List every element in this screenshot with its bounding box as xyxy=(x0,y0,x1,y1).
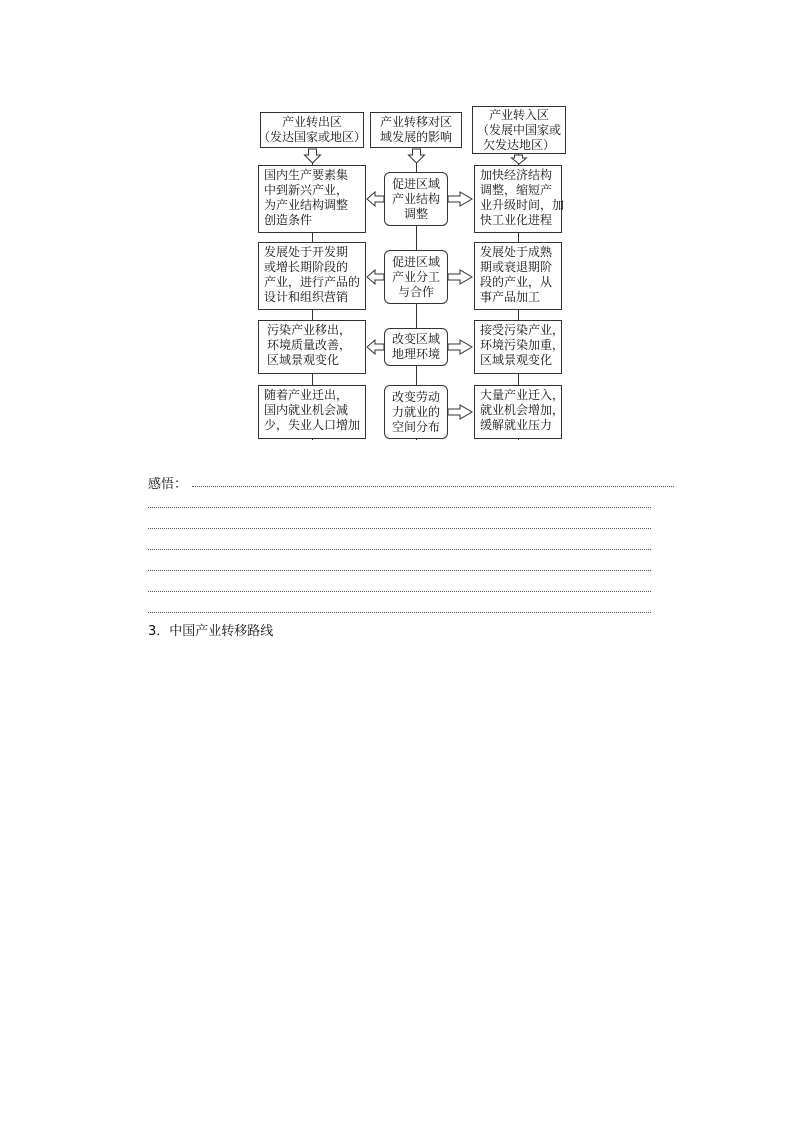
answer-line[interactable] xyxy=(148,612,651,613)
row1-destination-effect-box xyxy=(474,165,565,233)
header-source-region-box xyxy=(258,112,367,148)
row2-left-line: 或增长期阶段的 xyxy=(264,260,349,274)
row4-center-line: 力就业的 xyxy=(391,404,440,419)
row3-right-line: 区域景观变化 xyxy=(480,353,553,367)
header-impact-box xyxy=(370,112,462,148)
answer-line[interactable] xyxy=(148,570,651,571)
answer-line[interactable] xyxy=(148,507,651,508)
row3-destination-effect-box xyxy=(474,320,565,374)
row3-left-line: 区域景观变化 xyxy=(267,353,340,367)
row1-left-line: 国内生产要素集 xyxy=(264,168,349,182)
header-right-line-1: 产业转入区 xyxy=(488,107,549,122)
row4-impact-box xyxy=(384,385,448,439)
header-left-line-1: 产业转出区 xyxy=(281,115,342,129)
right-arrow-icon xyxy=(448,270,472,284)
row1-left-line: 创造条件 xyxy=(264,213,313,227)
header-center-line-1: 产业转移对区 xyxy=(379,115,452,129)
answer-line[interactable] xyxy=(148,591,651,592)
row3-center-line: 地理环境 xyxy=(391,347,440,361)
section3-title: 3．中国产业转移路线 xyxy=(148,624,274,639)
row2-right-line: 发展处于成熟 xyxy=(480,245,553,259)
row1-right-line: 业升级时间，加 xyxy=(480,198,565,212)
header-left-line-2: （发达国家或地区） xyxy=(258,130,367,144)
row2-right-line: 期或衰退期阶 xyxy=(480,260,553,274)
left-arrow-icon xyxy=(367,340,384,354)
header-center-line-2: 域发展的影响 xyxy=(379,130,452,144)
row2-right-line: 事产品加工 xyxy=(480,290,541,304)
row2-center-line: 与合作 xyxy=(397,284,434,299)
row4-left-line: 国内就业机会减 xyxy=(264,403,349,417)
row3-center-line: 改变区域 xyxy=(391,332,440,346)
row2-destination-effect-box xyxy=(474,242,562,310)
answer-line[interactable] xyxy=(148,528,651,529)
right-arrow-icon xyxy=(448,405,472,419)
row3-right-line: 接受污染产业， xyxy=(480,323,565,337)
row2-impact-box xyxy=(384,250,448,304)
header-right-line-3: 欠发达地区） xyxy=(482,137,555,152)
row3-left-line: 污染产业移出， xyxy=(267,323,352,337)
row3-right-line: 环境污染加重， xyxy=(480,338,565,352)
row1-center-line: 调整 xyxy=(403,206,428,221)
row4-center-line: 改变劳动 xyxy=(391,389,440,404)
row2-center-line: 产业分工 xyxy=(391,269,440,284)
row2-right-line: 段的产业，从 xyxy=(480,275,553,289)
row1-left-line: 中到新兴产业， xyxy=(264,183,349,197)
answer-line[interactable] xyxy=(192,486,674,487)
answer-line[interactable] xyxy=(148,549,651,550)
row4-center-line: 空间分布 xyxy=(391,419,440,434)
row1-left-line: 为产业结构调整 xyxy=(264,198,349,212)
row2-left-line: 产业，进行产品的 xyxy=(264,275,361,289)
row2-source-effect-box xyxy=(258,242,366,310)
row4-right-line: 缓解就业压力 xyxy=(480,418,553,432)
header-destination-region-box xyxy=(472,106,566,154)
row3-impact-box xyxy=(384,328,448,366)
row1-right-line: 快工业化进程 xyxy=(480,213,553,227)
row1-right-line: 调整，缩短产 xyxy=(480,183,553,197)
right-arrow-icon xyxy=(448,340,472,354)
row2-left-line: 发展处于开发期 xyxy=(264,245,349,259)
row4-right-line: 大量产业迁入， xyxy=(480,388,565,402)
down-arrow-icon xyxy=(512,155,527,164)
row4-left-line: 随着产业迁出， xyxy=(264,388,349,402)
row4-right-line: 就业机会增加， xyxy=(480,403,565,417)
left-arrow-icon xyxy=(367,192,384,206)
row1-impact-box xyxy=(384,172,448,226)
row4-left-line: 少，失业人口增加 xyxy=(264,418,361,432)
row4-source-effect-box xyxy=(258,385,366,439)
row2-center-line: 促进区域 xyxy=(391,254,440,269)
right-arrow-icon xyxy=(448,192,472,206)
row1-center-line: 产业结构 xyxy=(391,191,440,206)
header-right-line-2: （发展中国家或 xyxy=(477,122,562,137)
row1-right-line: 加快经济结构 xyxy=(480,168,553,182)
row3-source-effect-box xyxy=(258,320,366,374)
row2-left-line: 设计和组织营销 xyxy=(264,290,349,304)
reflection-label: 感悟： xyxy=(148,477,188,492)
row1-source-effect-box xyxy=(258,165,366,233)
left-arrow-icon xyxy=(367,270,384,284)
row1-center-line: 促进区域 xyxy=(391,176,440,191)
row3-left-line: 环境质量改善， xyxy=(267,338,352,352)
row4-destination-effect-box xyxy=(474,385,565,439)
